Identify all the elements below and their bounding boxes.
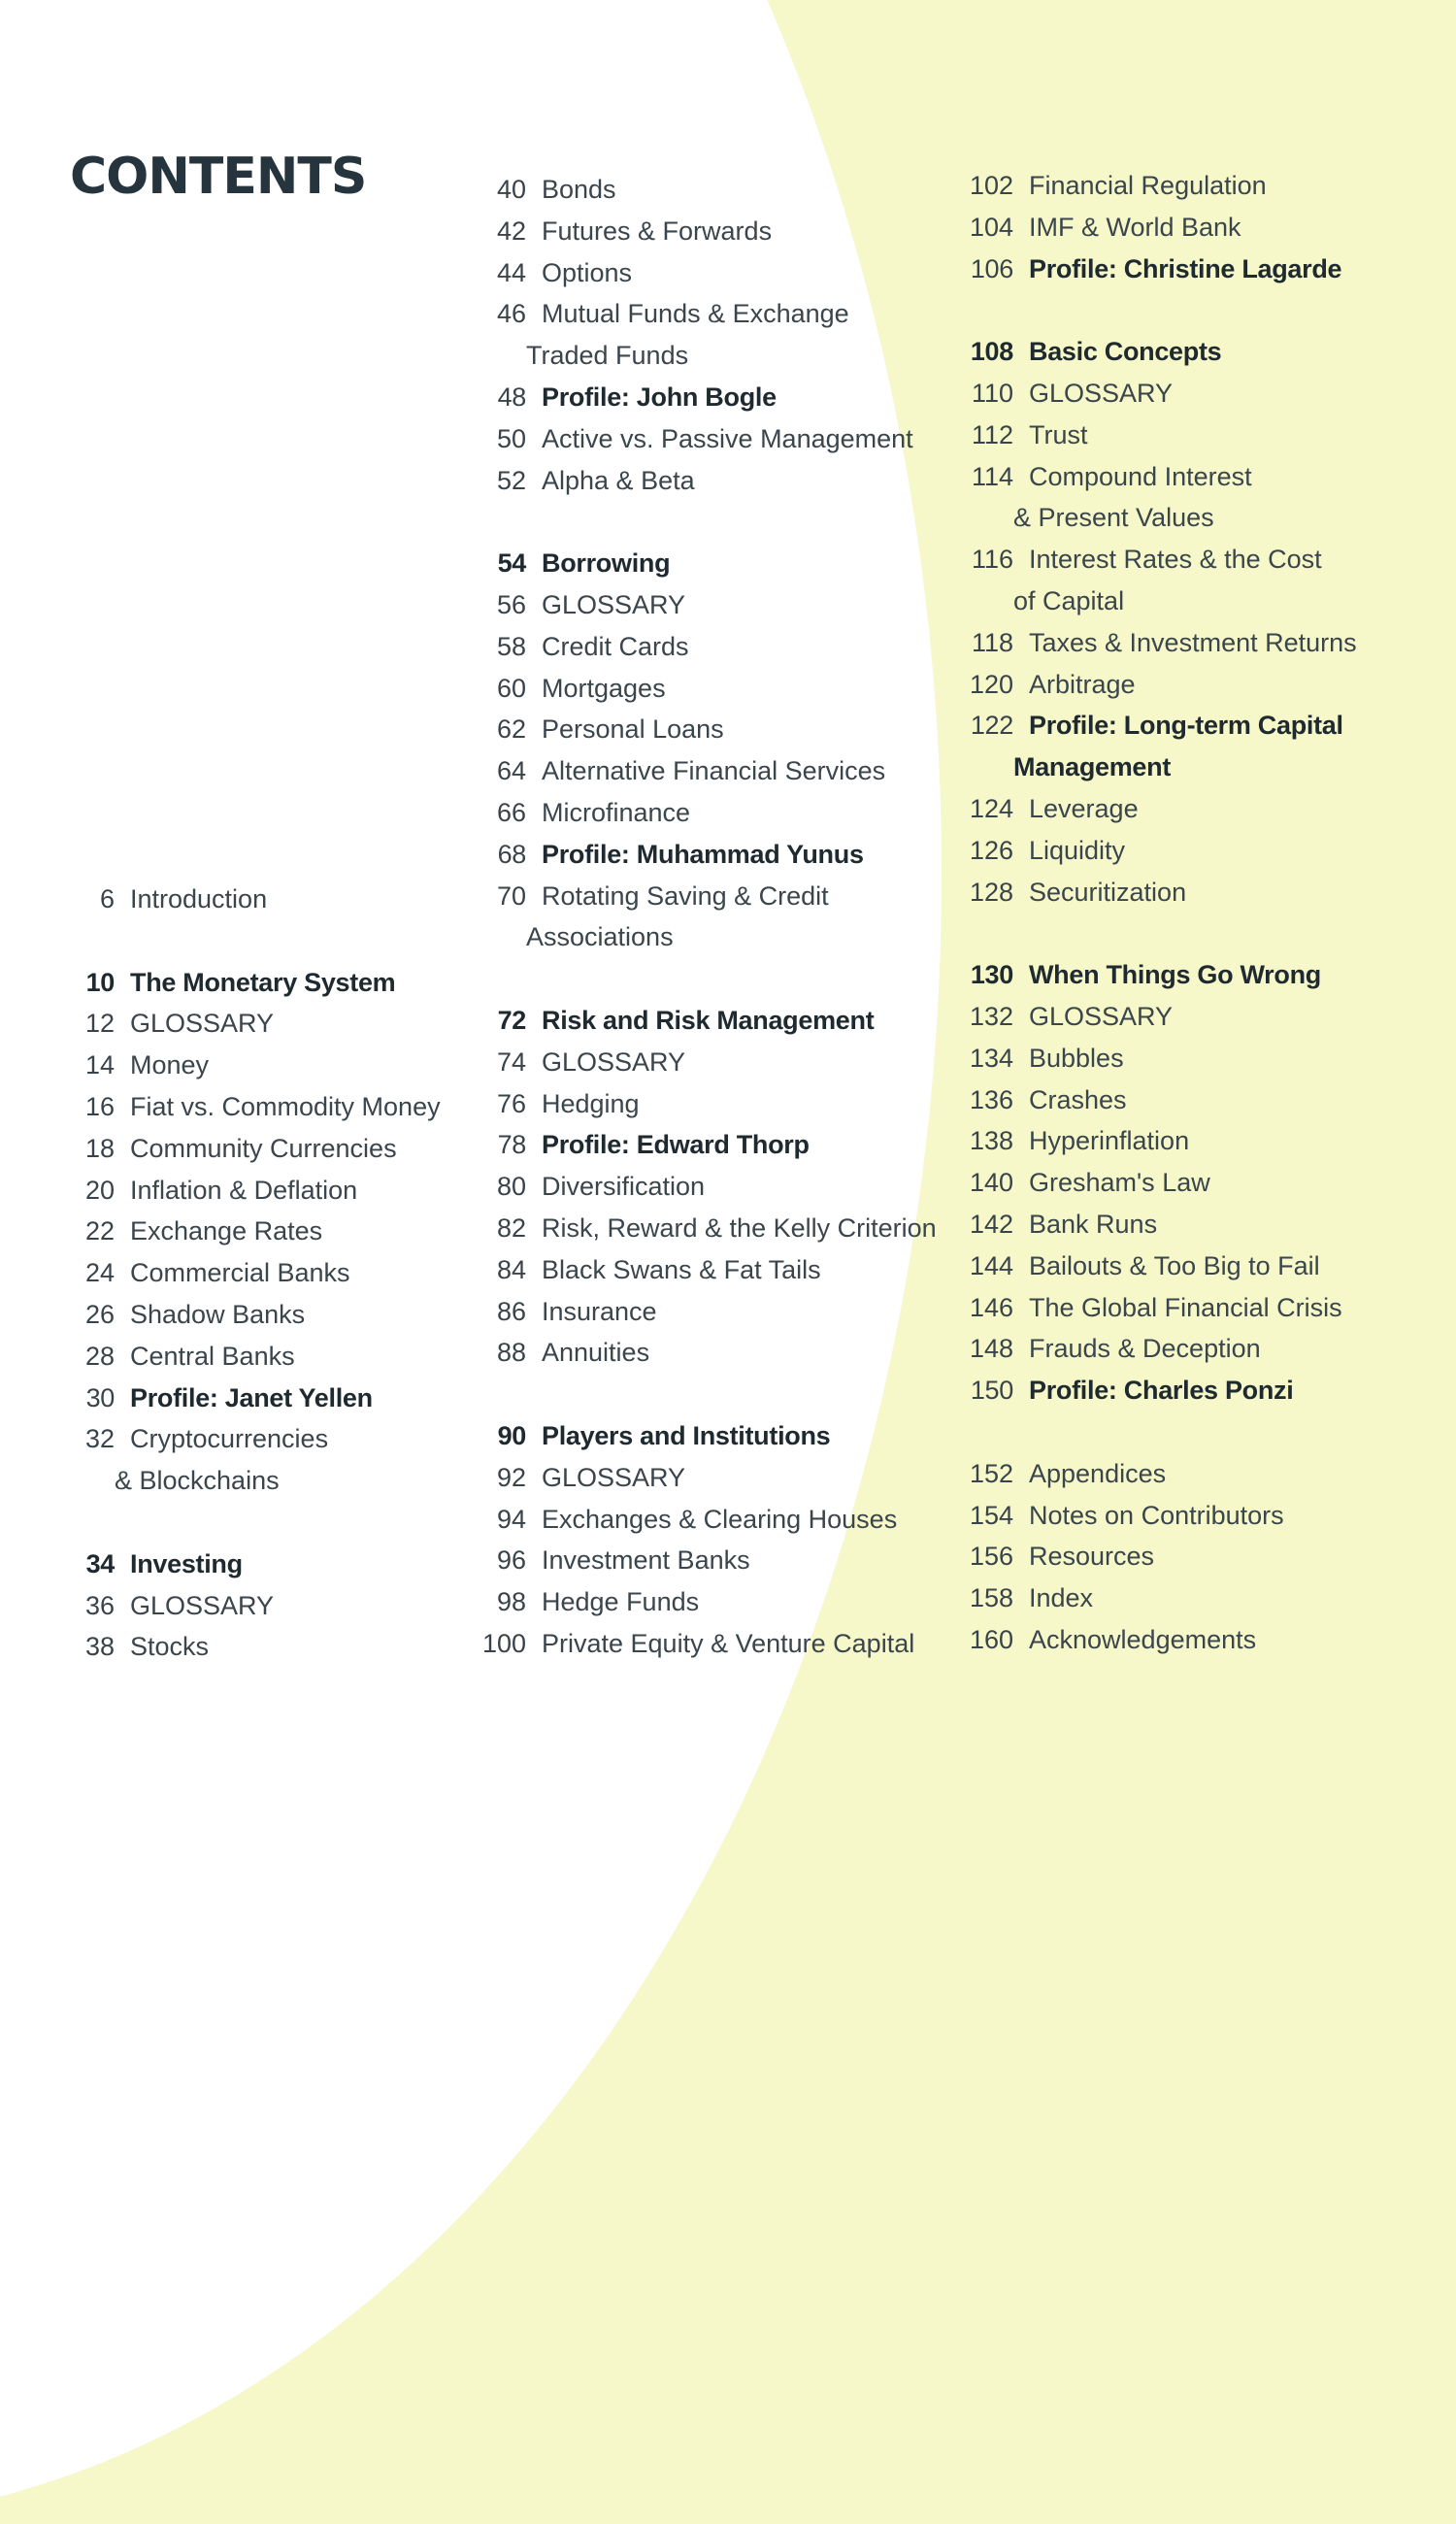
entry-label: Private Equity & Venture Capital (542, 1628, 915, 1658)
section-label: Investing (130, 1548, 243, 1578)
section-gap (476, 1374, 937, 1415)
entry-label-continued: of Capital (1013, 585, 1125, 615)
toc-entry-annuities (476, 1332, 937, 1374)
entry-label: Diversification (542, 1172, 706, 1202)
page-number: 56 (496, 589, 526, 619)
page-number: 54 (497, 548, 526, 579)
entry-label: GLOSSARY (130, 1590, 275, 1620)
page-number: 124 (969, 793, 1013, 823)
toc-column-1 (70, 879, 441, 1668)
page-number: 156 (969, 1542, 1013, 1572)
entry-label: IMF & World Bank (1029, 212, 1241, 242)
entry-label: Investment Banks (542, 1545, 750, 1576)
toc-entry-liquidity (961, 830, 1357, 872)
page-number: 142 (969, 1209, 1013, 1239)
entry-label: Money (130, 1050, 210, 1080)
toc-entry-mortgages (476, 668, 937, 710)
entry-label: Community Currencies (130, 1133, 397, 1163)
entry-label: Stocks (130, 1632, 210, 1662)
entry-label-continued: Associations (526, 922, 674, 952)
toc-entry-glossary (70, 1585, 441, 1627)
toc-entry-acknowledgements (961, 1619, 1357, 1661)
page-number: 64 (496, 756, 526, 786)
entry-label: Cryptocurrencies (130, 1424, 329, 1454)
page-number: 140 (969, 1168, 1013, 1198)
page-number: 96 (496, 1545, 526, 1576)
toc-entry-credit-cards (476, 626, 937, 668)
entry-label: Notes on Contributors (1029, 1500, 1284, 1530)
toc-section-risk (476, 1000, 937, 1042)
toc-entry-resources (961, 1536, 1357, 1578)
toc-entry-hyperinflation (961, 1120, 1357, 1162)
section-label: When Things Go Wrong (1029, 960, 1321, 990)
page-number: 90 (497, 1420, 526, 1450)
toc-entry-continuation (961, 497, 1357, 539)
entry-label: Arbitrage (1029, 669, 1136, 699)
page-number: 120 (969, 669, 1013, 699)
page-number: 128 (969, 877, 1013, 907)
entry-label: Insurance (542, 1296, 657, 1326)
entry-label: Compound Interest (1029, 461, 1252, 491)
entry-label: Credit Cards (542, 631, 689, 661)
toc-entry-arbitrage (961, 664, 1357, 706)
entry-label: Bank Runs (1029, 1209, 1158, 1239)
entry-label-continued: & Present Values (1013, 503, 1214, 533)
entry-label: Black Swans & Fat Tails (542, 1254, 821, 1284)
toc-entry-introduction (70, 879, 441, 920)
page-number: 36 (84, 1590, 115, 1620)
page-number: 110 (971, 378, 1013, 408)
toc-entry-glossary (476, 584, 937, 626)
toc-entry-notes-contributors (961, 1495, 1357, 1537)
toc-entry-alternative-financial (476, 750, 937, 792)
page-number: 52 (496, 465, 526, 495)
entry-label: Microfinance (542, 797, 691, 827)
page-number: 158 (969, 1583, 1013, 1613)
page-number: 152 (969, 1458, 1013, 1488)
toc-entry-exchanges-clearing (476, 1499, 937, 1541)
toc-entry-cryptocurrencies (70, 1418, 441, 1460)
page-number: 74 (496, 1046, 526, 1077)
toc-entry-fiat (70, 1086, 441, 1128)
toc-entry-continuation (476, 916, 937, 958)
toc-section-when-things-go-wrong (961, 954, 1357, 996)
page-number: 82 (496, 1212, 526, 1243)
page-number: 26 (84, 1299, 115, 1329)
page-number: 160 (969, 1624, 1013, 1654)
entry-label: The Global Financial Crisis (1029, 1292, 1342, 1322)
toc-entry-mutual-funds (476, 293, 937, 335)
page-number: 38 (84, 1632, 115, 1662)
entry-label: Taxes & Investment Returns (1029, 627, 1357, 657)
entry-label: Mutual Funds & Exchange (542, 299, 849, 329)
toc-entry-glossary (961, 996, 1357, 1038)
entry-label: GLOSSARY (1029, 1001, 1174, 1031)
toc-entry-continuation (961, 747, 1357, 788)
toc-entry-profile-thorp (476, 1124, 937, 1166)
toc-entry-community-currencies (70, 1128, 441, 1170)
toc-entry-bonds (476, 169, 937, 211)
entry-label: Shadow Banks (130, 1299, 306, 1329)
section-label: Risk and Risk Management (542, 1005, 875, 1035)
toc-entry-futures (476, 211, 937, 252)
page-number: 72 (497, 1005, 526, 1035)
page-number: 146 (969, 1292, 1013, 1322)
toc-entry-active-passive (476, 418, 937, 460)
page-number: 40 (496, 175, 526, 204)
page-number: 134 (969, 1043, 1013, 1073)
page-number: 16 (84, 1091, 115, 1121)
toc-entry-bank-runs (961, 1204, 1357, 1245)
toc-entry-inflation (70, 1170, 441, 1212)
toc-section-borrowing (476, 543, 937, 584)
page-number: 44 (496, 257, 526, 287)
toc-entry-continuation (476, 335, 937, 377)
entry-label-continued: Management (1013, 752, 1172, 782)
entry-label: GLOSSARY (542, 1046, 686, 1077)
entry-label: Profile: Christine Lagarde (1029, 253, 1342, 283)
toc-entry-insurance (476, 1291, 937, 1333)
entry-label: Alternative Financial Services (542, 756, 886, 786)
entry-label: Alpha & Beta (542, 465, 695, 495)
page-number: 130 (970, 960, 1013, 990)
section-label: Players and Institutions (542, 1420, 831, 1450)
toc-entry-black-swans (476, 1249, 937, 1291)
page-number: 60 (496, 673, 526, 703)
toc-entry-private-equity (476, 1623, 937, 1665)
toc-entry-profile-bogle (476, 377, 937, 418)
entry-label: Financial Regulation (1029, 171, 1267, 200)
toc-entry-compound-interest (961, 456, 1357, 498)
toc-column-2 (476, 169, 937, 1665)
toc-entry-hedging (476, 1083, 937, 1125)
toc-entry-securitization (961, 872, 1357, 913)
page-number: 100 (481, 1628, 526, 1658)
toc-entry-financial-regulation (961, 165, 1357, 207)
toc-entry-money (70, 1045, 441, 1086)
page-number: 92 (496, 1462, 526, 1492)
entry-label: Profile: Muhammad Yunus (542, 839, 864, 869)
page-number: 112 (971, 419, 1013, 449)
entry-label: Leverage (1029, 793, 1139, 823)
page-number: 14 (84, 1050, 115, 1080)
entry-label: Exchange Rates (130, 1216, 323, 1246)
entry-label: Securitization (1029, 877, 1187, 907)
page-number: 58 (496, 631, 526, 661)
page-number: 46 (496, 299, 526, 329)
page-number: 84 (496, 1254, 526, 1284)
entry-label: Hyperinflation (1029, 1126, 1190, 1156)
entry-label: Risk, Reward & the Kelly Criterion (542, 1212, 937, 1243)
entry-label: Annuities (542, 1338, 650, 1368)
page-number: 94 (496, 1504, 526, 1534)
toc-entry-glossary (70, 1003, 441, 1045)
toc-entry-shadow-banks (70, 1294, 441, 1336)
toc-entry-leverage (961, 788, 1357, 830)
toc-entry-profile-lagarde (961, 249, 1357, 290)
page-number: 48 (497, 382, 526, 412)
page-number: 116 (971, 545, 1013, 575)
page-number: 66 (496, 797, 526, 827)
section-gap (476, 958, 937, 1000)
entry-label: Trust (1029, 419, 1088, 449)
entry-label: Introduction (130, 884, 268, 913)
toc-entry-rotating-saving (476, 876, 937, 917)
toc-entry-interest-rates (961, 539, 1357, 581)
toc-entry-profile-ponzi (961, 1370, 1357, 1411)
toc-entry-greshams-law (961, 1162, 1357, 1204)
entry-label: Bubbles (1029, 1043, 1124, 1073)
entry-label: GLOSSARY (1029, 378, 1174, 408)
toc-entry-profile-yunus (476, 834, 937, 876)
entry-label: Acknowledgements (1029, 1624, 1257, 1654)
entry-label: Personal Loans (542, 714, 724, 745)
toc-entry-bubbles (961, 1038, 1357, 1079)
page-number: 114 (971, 461, 1013, 491)
entry-label: Crashes (1029, 1084, 1127, 1114)
entry-label: Options (542, 257, 633, 287)
toc-entry-personal-loans (476, 709, 937, 750)
toc-entry-profile-yellen (70, 1378, 441, 1419)
toc-entry-frauds (961, 1328, 1357, 1370)
toc-entry-continuation (70, 1460, 441, 1502)
page-number: 154 (969, 1500, 1013, 1530)
toc-entry-index (961, 1578, 1357, 1619)
entry-label-continued: & Blockchains (115, 1466, 280, 1496)
page-number: 42 (496, 216, 526, 246)
entry-label: Hedge Funds (542, 1587, 700, 1617)
entry-label: Inflation & Deflation (130, 1175, 358, 1205)
section-gap (961, 1411, 1357, 1453)
toc-entry-appendices (961, 1453, 1357, 1495)
entry-label: Commercial Banks (130, 1258, 350, 1288)
entry-label: Resources (1029, 1542, 1155, 1572)
page-number: 138 (969, 1126, 1013, 1156)
toc-entry-global-financial-crisis (961, 1287, 1357, 1329)
toc-entry-diversification (476, 1166, 937, 1208)
entry-label: Central Banks (130, 1341, 295, 1371)
entry-label: Profile: Janet Yellen (130, 1382, 373, 1412)
toc-entry-investment-banks (476, 1540, 937, 1581)
page-number: 18 (84, 1133, 115, 1163)
page-number: 132 (969, 1001, 1013, 1031)
page-number: 12 (84, 1009, 115, 1039)
page-number: 22 (84, 1216, 115, 1246)
page-number: 80 (496, 1172, 526, 1202)
entry-label: Frauds & Deception (1029, 1334, 1261, 1364)
toc-entry-stocks (70, 1626, 441, 1668)
toc-entry-exchange-rates (70, 1211, 441, 1252)
toc-entry-trust (961, 415, 1357, 456)
page-number: 6 (99, 884, 115, 913)
page-number: 106 (970, 253, 1013, 283)
entry-label: Appendices (1029, 1458, 1167, 1488)
page-number: 104 (969, 212, 1013, 242)
toc-entry-commercial-banks (70, 1252, 441, 1294)
page-number: 118 (971, 627, 1013, 657)
entry-label: GLOSSARY (542, 1462, 686, 1492)
section-gap (961, 289, 1357, 331)
page-title: CONTENTS (70, 148, 367, 206)
entry-label: Mortgages (542, 673, 666, 703)
entry-label: GLOSSARY (542, 589, 686, 619)
entry-label: GLOSSARY (130, 1009, 275, 1039)
section-gap (70, 1502, 441, 1544)
toc-entry-options (476, 252, 937, 294)
page-number: 30 (85, 1382, 115, 1412)
page-number: 102 (969, 171, 1013, 200)
page-number: 70 (496, 880, 526, 911)
toc-entry-hedge-funds (476, 1581, 937, 1623)
toc-entry-glossary (476, 1457, 937, 1499)
entry-label: Profile: Edward Thorp (542, 1130, 810, 1160)
page-number: 24 (84, 1258, 115, 1288)
page-number: 122 (970, 711, 1013, 741)
toc-entry-central-banks (70, 1336, 441, 1378)
entry-label: Gresham's Law (1029, 1168, 1210, 1198)
page-number: 150 (970, 1376, 1013, 1406)
page-number: 62 (496, 714, 526, 745)
toc-entry-imf (961, 207, 1357, 249)
entry-label: Profile: Long-term Capital (1029, 711, 1343, 741)
page-number: 126 (969, 835, 1013, 865)
entry-label: Profile: Charles Ponzi (1029, 1376, 1294, 1406)
entry-label: Rotating Saving & Credit (542, 880, 829, 911)
section-label: Borrowing (542, 548, 671, 579)
toc-entry-profile-ltcm (961, 705, 1357, 747)
page-number: 28 (84, 1341, 115, 1371)
toc-entry-glossary (476, 1042, 937, 1083)
page-number: 144 (969, 1250, 1013, 1280)
entry-label: Active vs. Passive Management (542, 423, 913, 453)
toc-entry-crashes (961, 1079, 1357, 1121)
entry-label: Index (1029, 1583, 1094, 1613)
page-number: 20 (84, 1175, 115, 1205)
section-gap (70, 920, 441, 962)
entry-label: Interest Rates & the Cost (1029, 545, 1322, 575)
entry-label: Bonds (542, 175, 616, 204)
entry-label: Fiat vs. Commodity Money (130, 1091, 441, 1121)
section-gap (476, 501, 937, 543)
toc-entry-bailouts (961, 1245, 1357, 1287)
toc-section-investing (70, 1544, 441, 1585)
page-number: 10 (85, 967, 115, 997)
toc-section-monetary-system (70, 962, 441, 1004)
entry-label: Futures & Forwards (542, 216, 773, 246)
section-label: Basic Concepts (1029, 337, 1222, 367)
section-label: The Monetary System (130, 967, 396, 997)
page-number: 98 (496, 1587, 526, 1617)
page-number: 50 (496, 423, 526, 453)
toc-section-players (476, 1415, 937, 1457)
page-number: 68 (497, 839, 526, 869)
page-number: 148 (969, 1334, 1013, 1364)
page-number: 32 (84, 1424, 115, 1454)
toc-entry-taxes (961, 622, 1357, 664)
page-number: 136 (969, 1084, 1013, 1114)
entry-label: Exchanges & Clearing Houses (542, 1504, 898, 1534)
toc-column-3 (961, 165, 1357, 1661)
page-number: 108 (970, 337, 1013, 367)
entry-label: Liquidity (1029, 835, 1126, 865)
entry-label: Bailouts & Too Big to Fail (1029, 1250, 1320, 1280)
section-gap (961, 913, 1357, 954)
page-number: 76 (496, 1088, 526, 1118)
page-number: 78 (497, 1130, 526, 1160)
toc-entry-microfinance (476, 792, 937, 834)
entry-label: Hedging (542, 1088, 640, 1118)
entry-label-continued: Traded Funds (526, 341, 689, 371)
page-number: 86 (496, 1296, 526, 1326)
toc-entry-glossary (961, 373, 1357, 415)
toc-entry-kelly (476, 1208, 937, 1249)
toc-entry-continuation (961, 581, 1357, 622)
page-number: 88 (496, 1338, 526, 1368)
toc-section-basic-concepts (961, 331, 1357, 373)
entry-label: Profile: John Bogle (542, 382, 777, 412)
toc-entry-alpha-beta (476, 460, 937, 502)
page-number: 34 (85, 1548, 115, 1578)
